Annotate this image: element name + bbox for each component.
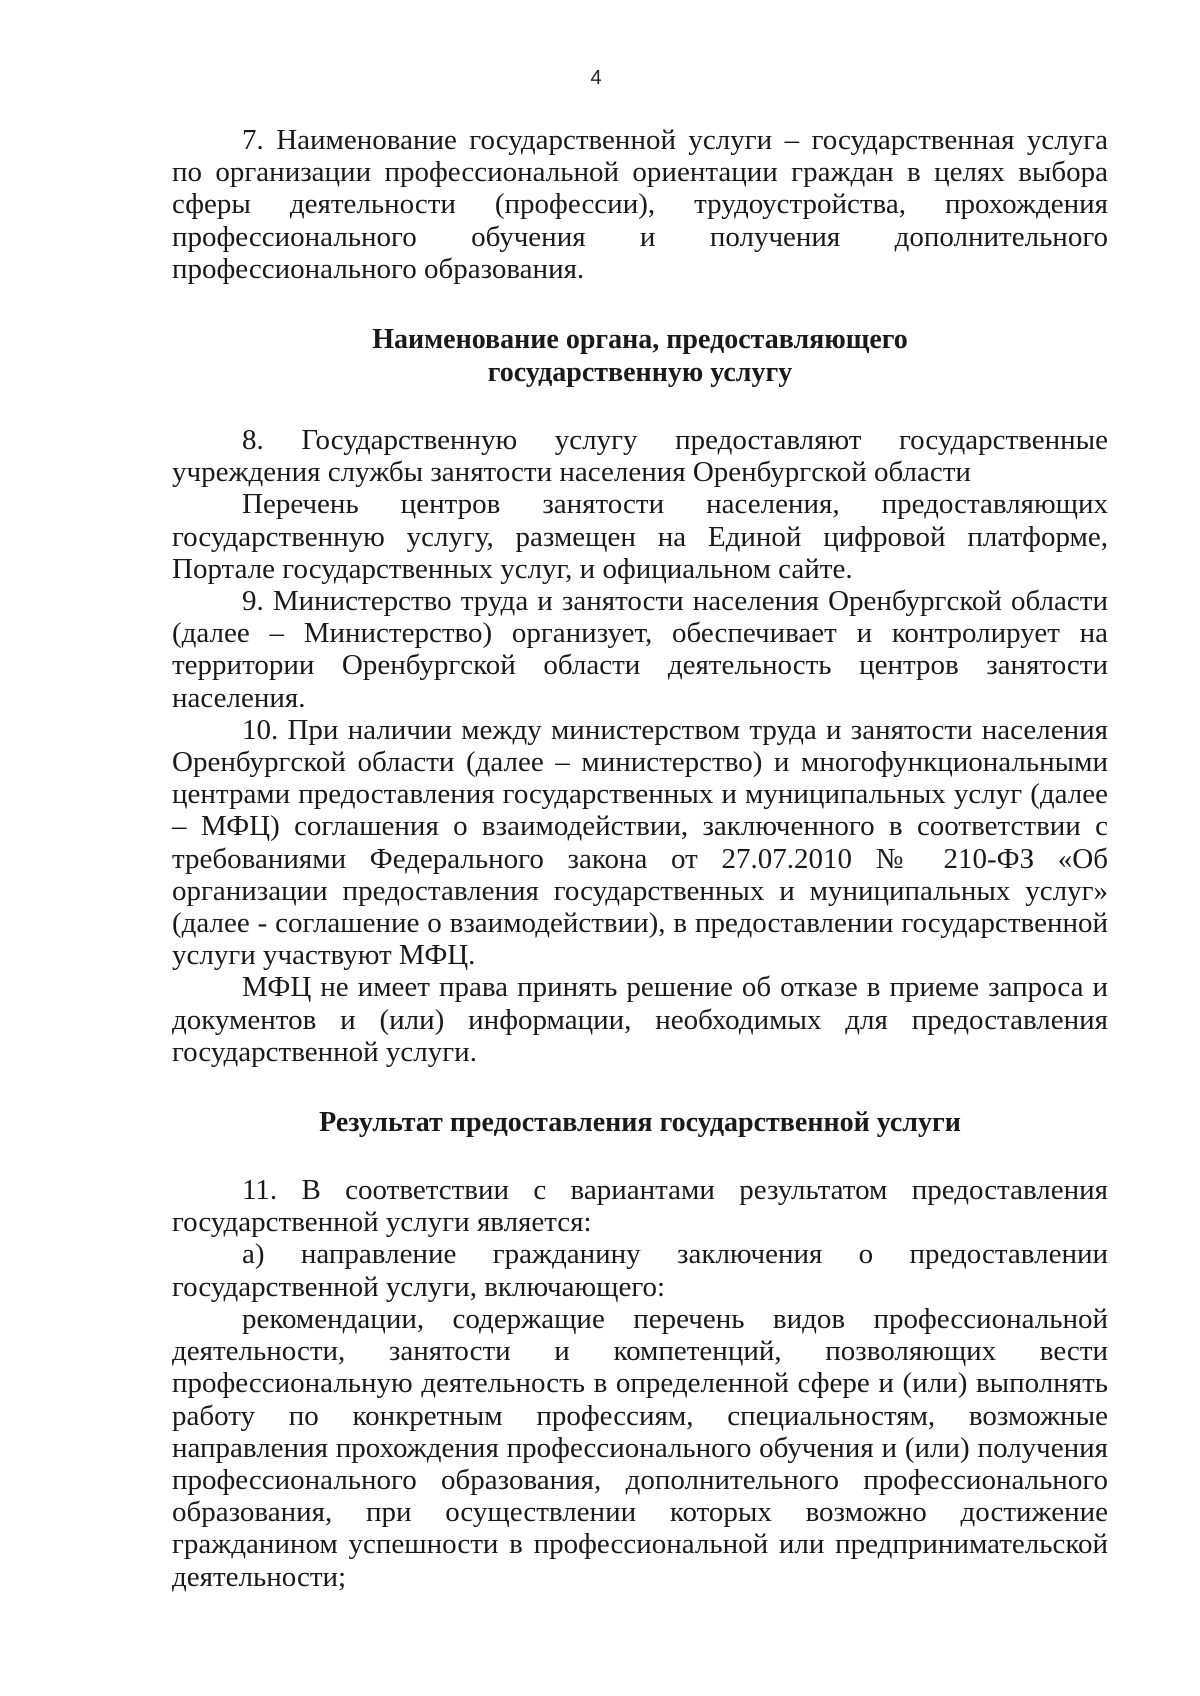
paragraph-7: 7. Наименование государственной услуги – государственная услуга по организации профессиональной ориентации граждан в целях выбора сферы деятельности (профессии), трудоустройства, прохождения профессионального обучения и получения дополнительного профессионального образования. <box>172 124 1108 285</box>
spacer <box>172 389 1108 424</box>
paragraph-9: 9. Министерство труда и занятости населения Оренбургской области (далее – Министерство) организует, обеспечивает и контролирует на территории Оренбургской области деятельность центров занятости населения. <box>172 585 1108 714</box>
spacer <box>172 285 1108 323</box>
heading-line: Наименование органа, предоставляющего <box>372 324 908 356</box>
paragraph-centers-list: Перечень центров занятости населения, предоставляющих государственную услугу, размещен на Единой цифровой платформе, Портале государственных услуг, и официальном сайте. <box>172 488 1108 585</box>
paragraph-mfc-rights: МФЦ не имеет права принять решение об отказе в приеме запроса и документов и (или) информации, необходимых для предоставления государственной услуги. <box>172 971 1108 1068</box>
heading-line: государственную услугу <box>487 357 793 389</box>
paragraph-10: 10. При наличии между министерством труда и занятости населения Оренбургской области (далее – министерство) и многофункциональными центрами предоставления государственных и муниципальных услуг (далее – МФЦ) соглашения о взаимодействии, заключенного в соответствии с требованиями Федерального закона от 27.07.2010 № 210-ФЗ «Об организации предоставления государственных и муниципальных услуг» (далее - соглашение о взаимодействии), в предоставлении государственной услуги участвуют МФЦ. <box>172 713 1108 972</box>
section-heading-authority <box>172 323 1108 389</box>
spacer <box>172 1139 1108 1174</box>
paragraph-8: 8. Государственную услугу предоставляют государственные учреждения службы занятости населения Оренбургской области <box>172 424 1108 489</box>
page-number: 4 <box>590 67 602 89</box>
paragraph-11a: а) направление гражданину заключения о предоставлении государственной услуги, включающего: <box>172 1238 1108 1303</box>
spacer <box>172 1068 1108 1106</box>
document-body <box>172 124 1108 1593</box>
paragraph-11: 11. В соответствии с вариантами результатом предоставления государственной услуги является: <box>172 1174 1108 1239</box>
section-heading-result <box>172 1106 1108 1139</box>
paragraph-recommendations: рекомендации, содержащие перечень видов профессиональной деятельности, занятости и компетенций, позволяющих вести профессиональную деятельность в определенной сфере и (или) выполнять работу по конкретным профессиям, специальностям, возможные направления прохождения профессионального обучения и (или) получения профессионального образования, дополнительного профессионального образования, при осуществлении которых возможно достижение гражданином успешности в профессиональной или предпринимательской деятельности; <box>172 1302 1108 1593</box>
heading-line: Результат предоставления государственной услуги <box>319 1107 961 1139</box>
